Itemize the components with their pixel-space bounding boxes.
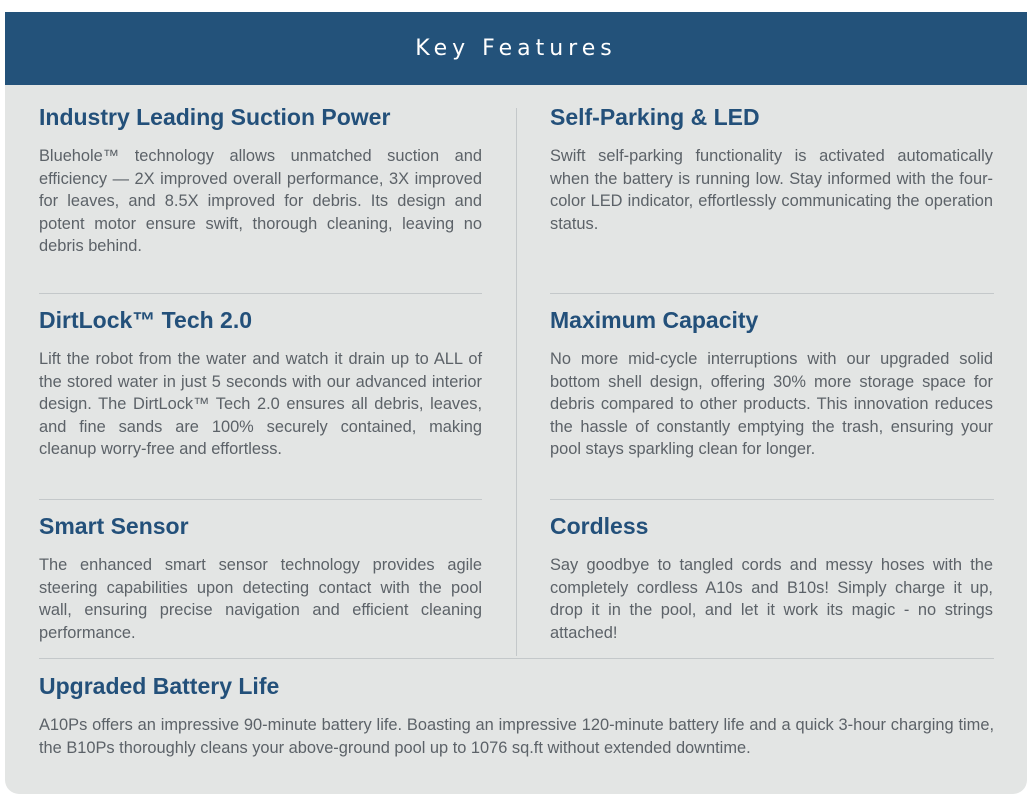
header-bar: [5, 12, 1027, 85]
feature-description: Swift self-parking functionality is activated automatically when the battery is running low. Stay informed with the four-color LED indicator, effortlessly communicating the operation status.: [550, 147, 993, 233]
feature-cordless: [550, 512, 993, 644]
feature-maximum-capacity: [550, 306, 993, 461]
feature-description: No more mid-cycle interruptions with our upgraded solid bottom shell design, offering 30% more storage space for debris compared to other products. This innovation reduces the hassle of constantly emptying the trash, ensuring your pool stays sparkling clean for longer.: [550, 350, 993, 458]
feature-description: Lift the robot from the water and watch it drain up to ALL of the stored water in just 5 seconds with our advanced interior design. The DirtLock™ Tech 2.0 ensures all debris, leaves, and fine sands are 100% securely contained, making cleanup worry-free and effortless.: [39, 350, 482, 458]
feature-battery-life: [39, 672, 994, 759]
feature-dirtlock-tech: [39, 306, 482, 461]
row-divider-right-1: [550, 293, 994, 294]
feature-smart-sensor: [39, 512, 482, 644]
key-features-card: [5, 12, 1027, 794]
feature-title: Cordless: [550, 513, 649, 539]
row-divider-right-2: [550, 499, 994, 500]
feature-description: Bluehole™ technology allows unmatched suction and efficiency — 2X improved overall performance, 3X improved for leaves, and 8.5X improved for debris. Its design and potent motor ensure swift, thorough cleaning, leaving no debris behind.: [39, 147, 482, 255]
row-divider-left-1: [39, 293, 482, 294]
feature-suction-power: [39, 103, 482, 258]
feature-description: A10Ps offers an impressive 90-minute battery life. Boasting an impressive 120-minute battery life and a quick 3-hour charging time, the B10Ps thoroughly cleans your above-ground pool up to 1076 sq.ft without extended downtime.: [39, 716, 994, 757]
feature-title: Industry Leading Suction Power: [39, 104, 391, 130]
feature-title: Maximum Capacity: [550, 307, 759, 333]
feature-title: DirtLock™ Tech 2.0: [39, 307, 253, 333]
feature-title: Self-Parking & LED: [550, 104, 760, 130]
feature-title: Upgraded Battery Life: [39, 673, 280, 699]
feature-description: The enhanced smart sensor technology provides agile steering capabilities upon detecting contact with the pool wall, ensuring precise navigation and efficient cleaning performance.: [39, 556, 482, 642]
feature-title: Smart Sensor: [39, 513, 189, 539]
feature-self-parking-led: [550, 103, 993, 235]
column-divider: [516, 108, 517, 656]
page-title: Key Features: [415, 36, 617, 61]
row-divider-left-2: [39, 499, 482, 500]
row-divider-full: [39, 658, 994, 659]
feature-description: Say goodbye to tangled cords and messy hoses with the completely cordless A10s and B10s! Simply charge it up, drop it in the pool, and let it work its magic - no strings attached!: [550, 556, 993, 642]
